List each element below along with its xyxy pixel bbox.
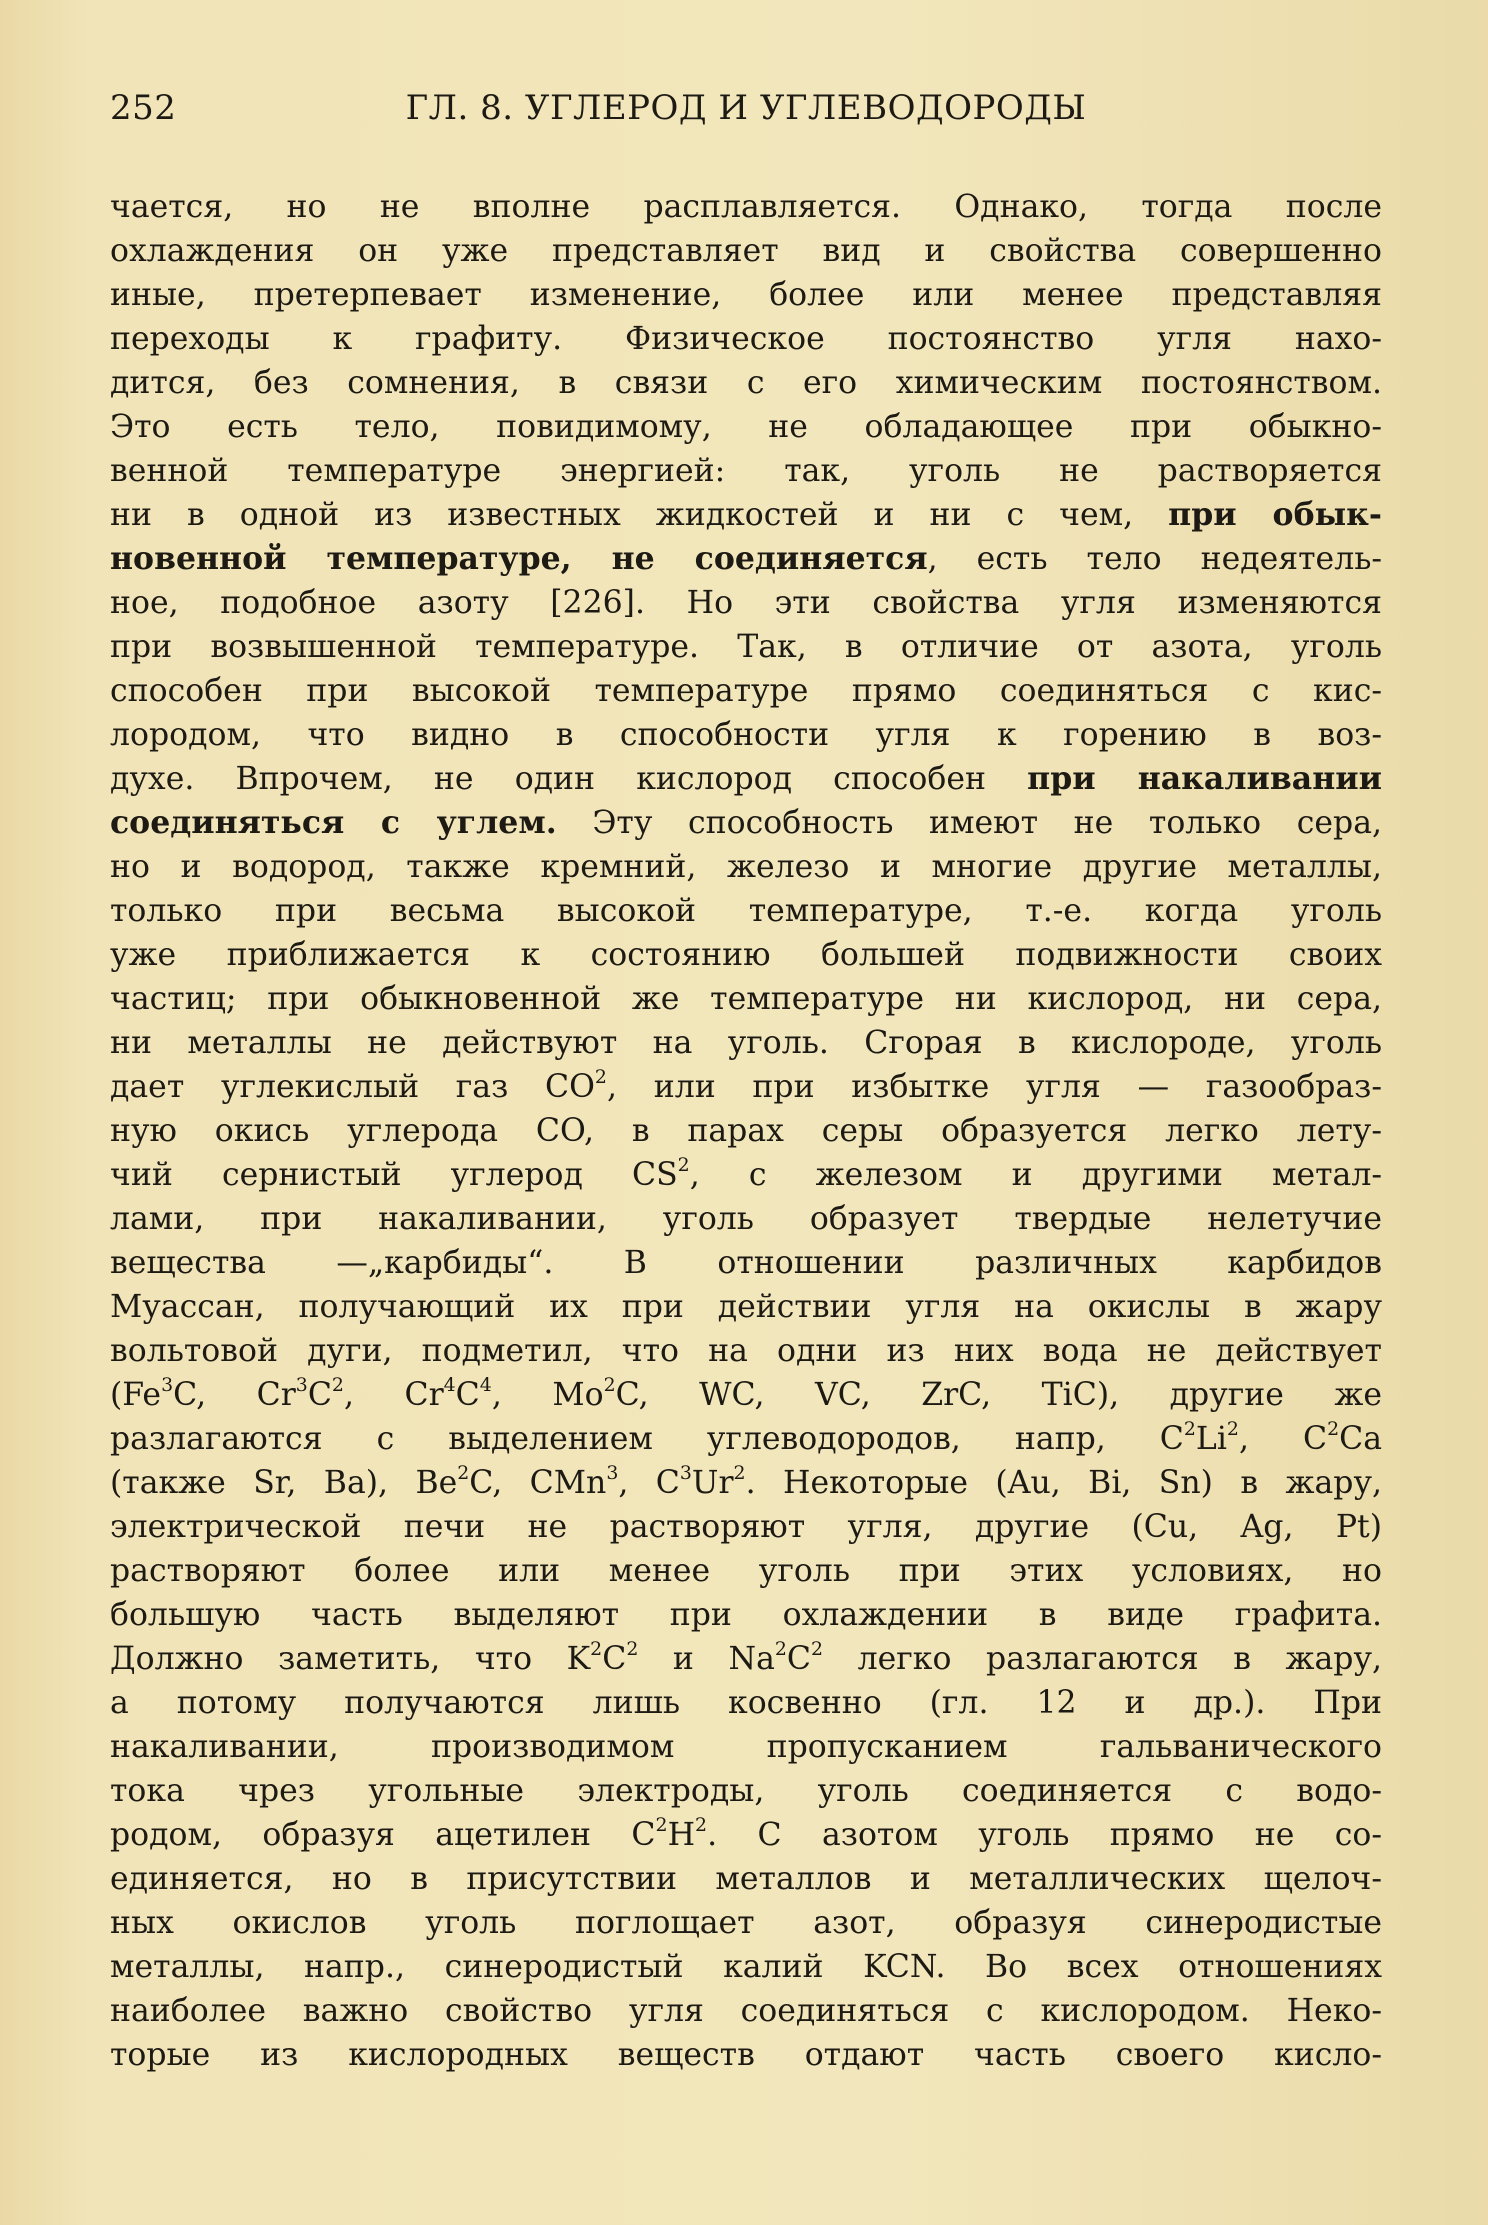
text-line: Должно заметить, что $K^2C^2$ и $Na^2C^2$ легко разлагаются в жару, [110, 1637, 1382, 1677]
text-line: чий сернистый углерод $CS^2$, с железом и другими метал- [110, 1153, 1382, 1193]
text-line: духе. Впрочем, не один кислород способен при накаливании [110, 760, 1382, 797]
text-line: лородом, что видно в способности угля к горению в воз- [110, 717, 1382, 753]
text-line: Муассан, получающий их при действии угля на окислы в жару [110, 1289, 1382, 1325]
text-line: охлаждения он уже представляет вид и свойства совершенно [110, 233, 1382, 269]
text-line: Это есть тело, повидимому, не обладающее при обыкно- [110, 409, 1382, 445]
text-line: единяется, но в присутствии металлов и металлических щелоч- [110, 1861, 1382, 1897]
text-line: вещества —„карбиды“. В отношении различных карбидов [110, 1245, 1382, 1281]
text-line: но и водород, также кремний, железо и многие другие металлы, [110, 849, 1382, 885]
text-line: накаливании, производимом пропусканием гальванического [110, 1729, 1382, 1765]
text-line: только при весьма высокой температуре, т.-е. когда уголь [110, 893, 1382, 929]
text-line: чается, но не вполне расплавляется. Однако, тогда после [110, 189, 1382, 225]
text-line: ное, подобное азоту [226]. Но эти свойства угля изменяются [110, 585, 1382, 621]
text-line: родом, образуя ацетилен $C^2H^2$. С азотом уголь прямо не со- [110, 1813, 1382, 1853]
text-line: тока чрез угольные электроды, уголь соединяется с водо- [110, 1773, 1382, 1809]
text-line: большую часть выделяют при охлаждении в виде графита. [110, 1597, 1382, 1633]
text-line: соединяться с углем. Эту способность имеют не только сера, [110, 804, 1382, 841]
page-number: 252 [110, 88, 177, 128]
text-line: ни металлы не действуют на уголь. Сгорая в кислороде, уголь [110, 1025, 1382, 1061]
text-line: торые из кислородных веществ отдают часть своего кисло- [110, 2037, 1382, 2073]
text-line: электрической печи не растворяют угля, другие (Cu, Ag, Pt) [110, 1509, 1382, 1545]
text-line: дает углекислый газ $CO^2$, или при избытке угля — газообраз- [110, 1065, 1383, 1105]
text-line: иные, претерпевает изменение, более или менее представляя [110, 277, 1382, 313]
text-line: переходы к графиту. Физическое постоянство угля нахо- [110, 321, 1382, 357]
text-line: металлы, напр., синеродистый калий KCN. Во всех отношениях [110, 1949, 1382, 1985]
text-line: лами, при накаливании, уголь образует твердые нелетучие [110, 1201, 1382, 1237]
text-line: разлагаются с выделением углеводородов, напр, $C^2Li^2$, $C^2Ca$ [110, 1417, 1382, 1457]
text-line: ни в одной из известных жидкостей и ни с чем, при обык- [110, 496, 1382, 533]
text-line: способен при высокой температуре прямо соединяться с кис- [110, 673, 1382, 709]
text-line: дится, без сомнения, в связи с его химическим постоянством. [110, 365, 1382, 401]
text-line: новенной температуре, не соединяется, есть тело недеятель- [110, 540, 1383, 577]
text-line: уже приближается к состоянию большей подвижности своих [110, 937, 1382, 973]
page-header [110, 88, 1382, 136]
text-line: при возвышенной температуре. Так, в отличие от азота, уголь [110, 629, 1382, 665]
text-line: (Fe$^3$C, $Cr^3C^2$, $Cr^4C^4$, Mo$^2$C, WC, VC, ZrC, TiC), другие же [110, 1373, 1383, 1413]
running-title: ГЛ. 8. УГЛЕРОД И УГЛЕВОДОРОДЫ [405, 88, 1087, 128]
text-line: частиц; при обыкновенной же температуре ни кислород, ни сера, [110, 981, 1382, 1017]
text-line: а потому получаются лишь косвенно (гл. 12 и др.). При [110, 1685, 1382, 1721]
text-line: растворяют более или менее уголь при этих условиях, но [110, 1553, 1382, 1589]
text-line: (также Sr, Ba), Be$^2$C, CMn$^3$, $C^3Ur^2$. Некоторые (Au, Bi, Sn) в жару, [110, 1461, 1382, 1501]
body-text [110, 185, 1382, 2077]
text-line: наиболее важно свойство угля соединяться с кислородом. Неко- [110, 1993, 1382, 2029]
text-line: венной температуре энергией: так, уголь не растворяется [110, 453, 1382, 489]
text-line: вольтовой дуги, подметил, что на одни из них вода не действует [110, 1333, 1382, 1369]
text-line: ную окись углерода CO, в парах серы образуется легко лету- [110, 1113, 1382, 1149]
text-line: ных окислов уголь поглощает азот, образуя синеродистые [110, 1905, 1382, 1941]
